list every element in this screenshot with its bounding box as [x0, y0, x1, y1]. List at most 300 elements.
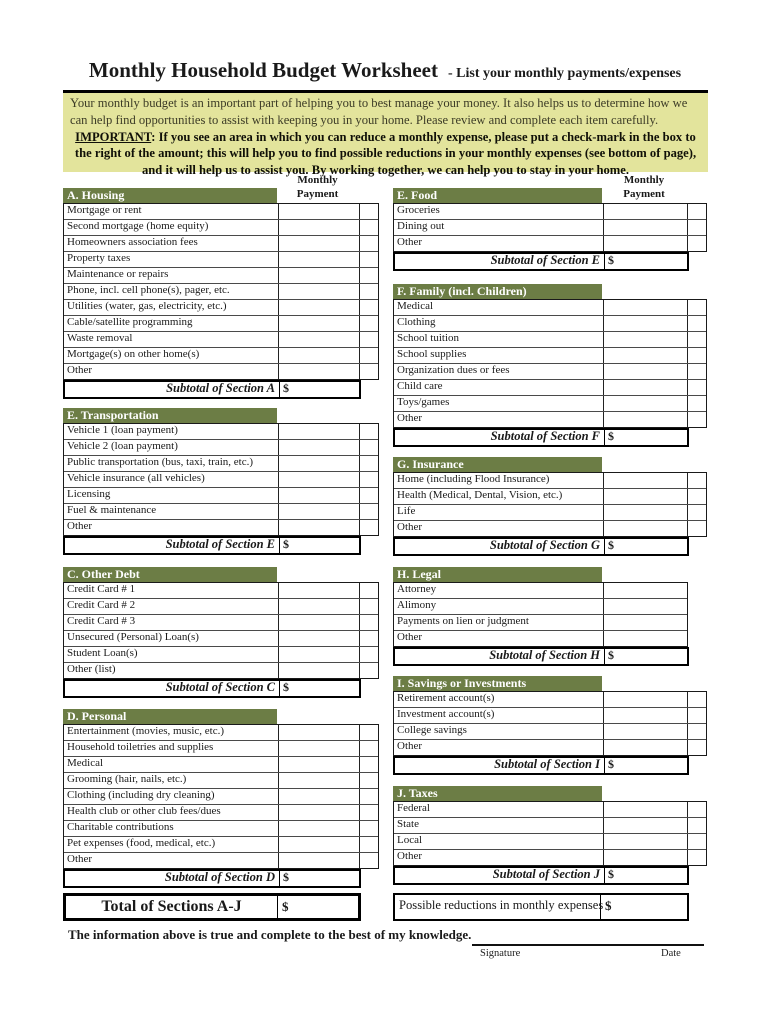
amount-field[interactable] [603, 348, 687, 363]
row-label: Organization dues or fees [397, 364, 510, 376]
row-label: Credit Card # 1 [67, 583, 136, 595]
reduction-checkbox[interactable] [359, 663, 378, 678]
section-rows [393, 801, 707, 866]
section-rows [393, 691, 707, 756]
expense-row [394, 505, 706, 521]
expense-row [64, 757, 378, 773]
expense-row [64, 583, 378, 599]
reduction-checkbox[interactable] [359, 504, 378, 519]
amount-field[interactable] [278, 757, 359, 772]
row-label: Alimony [397, 599, 437, 611]
expense-row [64, 236, 378, 252]
section-d-personal [63, 709, 379, 888]
section-rows [63, 423, 379, 536]
reduction-checkbox[interactable] [359, 821, 378, 836]
row-label: Other [397, 236, 423, 248]
reduction-checkbox[interactable] [687, 236, 706, 251]
expense-row [394, 740, 706, 755]
reduction-checkbox[interactable] [687, 505, 706, 520]
row-label: Other [67, 364, 93, 376]
row-label: State [397, 818, 419, 830]
amount-field[interactable] [278, 789, 359, 804]
expense-row [64, 488, 378, 504]
currency-symbol: $ [282, 899, 289, 914]
expense-row [394, 348, 706, 364]
amount-field[interactable] [603, 631, 687, 646]
reduction-checkbox[interactable] [687, 740, 706, 755]
reduction-checkbox[interactable] [359, 805, 378, 820]
row-label: Dining out [397, 220, 445, 232]
expense-row [394, 834, 706, 850]
reduction-checkbox[interactable] [687, 692, 706, 707]
reduction-checkbox[interactable] [687, 473, 706, 488]
reduction-checkbox[interactable] [687, 220, 706, 235]
row-label: Other [397, 412, 423, 424]
expense-row [64, 789, 378, 805]
section-rows [63, 724, 379, 869]
reduction-checkbox[interactable] [359, 472, 378, 487]
reduction-checkbox[interactable] [359, 615, 378, 630]
reduction-checkbox[interactable] [687, 316, 706, 331]
expense-row [64, 364, 378, 379]
amount-field[interactable] [603, 473, 687, 488]
subtotal-row [393, 428, 689, 447]
reduction-checkbox[interactable] [359, 599, 378, 614]
expense-row [394, 300, 706, 316]
row-label: Fuel & maintenance [67, 504, 157, 516]
amount-field[interactable] [278, 741, 359, 756]
amount-field[interactable] [278, 204, 359, 219]
amount-field[interactable] [603, 692, 687, 707]
subtotal-label: Subtotal of Section G [489, 538, 600, 552]
amount-field[interactable] [278, 252, 359, 267]
row-label: School supplies [397, 348, 467, 360]
amount-field[interactable] [278, 599, 359, 614]
row-label: Vehicle 1 (loan payment) [67, 424, 178, 436]
row-label: Student Loan(s) [67, 647, 138, 659]
page-title [0, 58, 770, 83]
amount-field[interactable] [278, 364, 359, 379]
subtotal-label: Subtotal of Section J [492, 867, 600, 881]
row-label: Child care [397, 380, 443, 392]
amount-field[interactable] [278, 348, 359, 363]
reduction-checkbox[interactable] [687, 204, 706, 219]
expense-row [394, 236, 706, 251]
subtotal-row [393, 866, 689, 885]
amount-field[interactable] [603, 505, 687, 520]
section-g-insurance [393, 457, 707, 556]
amount-field[interactable] [278, 220, 359, 235]
reduction-checkbox[interactable] [359, 300, 378, 315]
subtotal-amount-field[interactable] [279, 382, 359, 397]
amount-field[interactable] [603, 583, 687, 598]
reduction-checkbox[interactable] [359, 837, 378, 852]
expense-row [394, 396, 706, 412]
subtotal-label: Subtotal of Section F [490, 429, 600, 443]
subtotal-amount-field[interactable] [279, 538, 359, 553]
intro-important-paragraph [70, 129, 701, 178]
expense-row [64, 615, 378, 631]
section-rows [393, 203, 707, 252]
monthly-label: Monthly [623, 174, 665, 186]
expense-row [394, 473, 706, 489]
row-label: Medical [67, 757, 104, 769]
total-sections-label: Total of Sections A-J [66, 896, 278, 918]
row-label: Home (including Flood Insurance) [397, 473, 550, 485]
row-label: Homeowners association fees [67, 236, 198, 248]
reduction-checkbox[interactable] [359, 332, 378, 347]
amount-field[interactable] [278, 631, 359, 646]
amount-field[interactable] [603, 521, 687, 536]
amount-field[interactable] [603, 834, 687, 849]
expense-row [64, 284, 378, 300]
amount-field[interactable] [603, 380, 687, 395]
amount-field[interactable] [603, 615, 687, 630]
signature-label: Signature [480, 948, 521, 959]
section-title: E. Food [393, 188, 602, 203]
amount-field[interactable] [278, 805, 359, 820]
row-label: Other [397, 631, 423, 643]
reduction-checkbox[interactable] [359, 773, 378, 788]
amount-field[interactable] [603, 364, 687, 379]
subtotal-amount-field[interactable] [279, 871, 359, 886]
important-text: : If you see an area in which you can reduce a monthly expense, please put a check-mark in the box to the right of the amount; this will help you to find possible reductions in your monthly expenses (see bottom of page), and it will help us to assist you. By working together, we can help you to stay in your home. [74, 130, 697, 177]
subtotal-amount-field[interactable] [604, 430, 687, 445]
expense-row [64, 725, 378, 741]
subtotal-row [393, 252, 689, 271]
row-label: Medical [397, 300, 434, 312]
amount-field[interactable] [278, 773, 359, 788]
reduction-checkbox[interactable] [687, 380, 706, 395]
amount-field[interactable] [603, 489, 687, 504]
section-title: F. Family (incl. Children) [393, 284, 602, 299]
subtotal-label: Subtotal of Section E [490, 253, 600, 267]
amount-field[interactable] [278, 456, 359, 471]
section-rows [63, 582, 379, 679]
subtotal-label: Subtotal of Section H [489, 648, 600, 662]
row-label: College savings [397, 724, 467, 736]
section-title: A. Housing [63, 188, 277, 203]
reduction-checkbox[interactable] [359, 456, 378, 471]
expense-row [394, 204, 706, 220]
amount-field[interactable] [603, 332, 687, 347]
row-label: Life [397, 505, 416, 517]
reduction-checkbox[interactable] [687, 396, 706, 411]
reduction-checkbox[interactable] [687, 724, 706, 739]
expense-row [394, 521, 706, 536]
subtotal-label: Subtotal of Section D [164, 870, 275, 884]
expense-row [394, 850, 706, 865]
section-title: I. Savings or Investments [393, 676, 602, 691]
payment-label: Payment [296, 187, 339, 200]
expense-row [394, 599, 687, 615]
subtotal-label: Subtotal of Section C [165, 680, 275, 694]
reduction-checkbox[interactable] [687, 300, 706, 315]
section-title: E. Transportation [63, 408, 277, 423]
reduction-checkbox[interactable] [687, 834, 706, 849]
intro-box [63, 90, 708, 177]
amount-field[interactable] [278, 268, 359, 283]
reduction-checkbox[interactable] [359, 631, 378, 646]
row-label: Household toiletries and supplies [67, 741, 214, 753]
row-label: Clothing (including dry cleaning) [67, 789, 215, 801]
subtotal-row [393, 647, 689, 666]
expense-row [64, 300, 378, 316]
section-i-savings-or-investments [393, 676, 707, 775]
reduction-checkbox[interactable] [687, 818, 706, 833]
subtotal-row [393, 537, 689, 556]
row-label: Other [67, 853, 93, 865]
subtotal-row [63, 536, 361, 555]
subtotal-amount-field[interactable] [604, 868, 687, 883]
reduction-checkbox[interactable] [359, 757, 378, 772]
amount-field[interactable] [603, 599, 687, 614]
expense-row [64, 520, 378, 535]
reduction-checkbox[interactable] [359, 725, 378, 740]
reduction-checkbox[interactable] [359, 252, 378, 267]
amount-field[interactable] [278, 488, 359, 503]
reduction-checkbox[interactable] [359, 440, 378, 455]
amount-field[interactable] [603, 724, 687, 739]
reduction-checkbox[interactable] [687, 364, 706, 379]
row-label: Vehicle 2 (loan payment) [67, 440, 178, 452]
section-rows [63, 203, 379, 380]
amount-field[interactable] [603, 818, 687, 833]
subtotal-amount-field[interactable] [604, 539, 687, 554]
expense-row [64, 348, 378, 364]
subtotal-amount-field[interactable] [604, 758, 687, 773]
page-title-main: Monthly Household Budget Worksheet [88, 58, 438, 82]
expense-row [394, 332, 706, 348]
amount-field[interactable] [278, 520, 359, 535]
row-label: Credit Card # 2 [67, 599, 136, 611]
amount-field[interactable] [603, 412, 687, 427]
reduction-checkbox[interactable] [687, 802, 706, 817]
subtotal-amount-field[interactable] [604, 649, 687, 664]
reduction-checkbox[interactable] [687, 521, 706, 536]
expense-row [394, 412, 706, 427]
currency-symbol: $ [608, 648, 614, 662]
expense-row [394, 818, 706, 834]
amount-field[interactable] [278, 725, 359, 740]
currency-symbol: $ [608, 867, 614, 881]
subtotal-amount-field[interactable] [279, 681, 359, 696]
row-label: Second mortgage (home equity) [67, 220, 209, 232]
reduction-checkbox[interactable] [359, 424, 378, 439]
reductions-amount-field[interactable] [601, 895, 687, 919]
section-title: J. Taxes [393, 786, 602, 801]
reduction-checkbox[interactable] [359, 364, 378, 379]
expense-row [394, 316, 706, 332]
amount-field[interactable] [278, 440, 359, 455]
expense-row [64, 821, 378, 837]
expense-row [394, 615, 687, 631]
section-e-food [393, 188, 707, 271]
row-label: Investment account(s) [397, 708, 495, 720]
amount-field[interactable] [278, 472, 359, 487]
reduction-checkbox[interactable] [359, 236, 378, 251]
amount-field[interactable] [278, 236, 359, 251]
amount-field[interactable] [278, 853, 359, 868]
row-label: Other [397, 850, 423, 862]
subtotal-row [393, 756, 689, 775]
section-c-other-debt [63, 567, 379, 698]
row-label: Utilities (water, gas, electricity, etc.) [67, 300, 227, 312]
row-label: School tuition [397, 332, 460, 344]
subtotal-row [63, 380, 361, 399]
subtotal-row [63, 679, 361, 698]
currency-symbol: $ [283, 870, 289, 884]
reduction-checkbox[interactable] [359, 647, 378, 662]
row-label: Payments on lien or judgment [397, 615, 529, 627]
expense-row [64, 663, 378, 678]
reduction-checkbox[interactable] [359, 284, 378, 299]
row-label: Pet expenses (food, medical, etc.) [67, 837, 216, 849]
reduction-checkbox[interactable] [359, 853, 378, 868]
amount-field[interactable] [278, 837, 359, 852]
row-label: Phone, incl. cell phone(s), pager, etc. [67, 284, 230, 296]
reduction-checkbox[interactable] [359, 220, 378, 235]
amount-field[interactable] [278, 284, 359, 299]
important-label: IMPORTANT [75, 130, 152, 144]
section-rows [393, 582, 688, 647]
expense-row [64, 631, 378, 647]
amount-field[interactable] [278, 647, 359, 662]
affirmation-text: The information above is true and complete to the best of my knowledge. [68, 927, 472, 942]
amount-field[interactable] [603, 300, 687, 315]
possible-reductions-label: Possible reductions in monthly expenses [395, 895, 601, 919]
amount-field[interactable] [603, 708, 687, 723]
reduction-checkbox[interactable] [359, 348, 378, 363]
row-label: Vehicle insurance (all vehicles) [67, 472, 205, 484]
payment-label: Payment [623, 187, 665, 200]
monthly-label: Monthly [297, 174, 338, 186]
reduction-checkbox[interactable] [359, 204, 378, 219]
subtotal-amount-field[interactable] [604, 254, 687, 269]
currency-symbol: $ [283, 381, 289, 395]
section-title: C. Other Debt [63, 567, 277, 582]
subtotal-row [63, 869, 361, 888]
subtotal-label: Subtotal of Section I [494, 757, 600, 771]
section-rows [393, 472, 707, 537]
row-label: Cable/satellite programming [67, 316, 193, 328]
amount-field[interactable] [603, 802, 687, 817]
expense-row [394, 724, 706, 740]
amount-field[interactable] [603, 850, 687, 865]
expense-row [64, 837, 378, 853]
amount-field[interactable] [278, 332, 359, 347]
signature-line[interactable] [472, 944, 704, 946]
expense-row [64, 268, 378, 284]
row-label: Waste removal [67, 332, 133, 344]
amount-field[interactable] [603, 740, 687, 755]
expense-row [64, 504, 378, 520]
reduction-checkbox[interactable] [687, 489, 706, 504]
amount-field[interactable] [278, 821, 359, 836]
row-label: Unsecured (Personal) Loan(s) [67, 631, 199, 643]
expense-row [64, 204, 378, 220]
row-label: Groceries [397, 204, 440, 216]
reduction-checkbox[interactable] [687, 332, 706, 347]
expense-row [394, 220, 706, 236]
section-h-legal [393, 567, 689, 666]
page-title-tagline: - List your monthly payments/expenses [448, 66, 682, 81]
row-label: Other [397, 521, 423, 533]
reduction-checkbox[interactable] [359, 316, 378, 331]
expense-row [394, 583, 687, 599]
amount-field[interactable] [278, 504, 359, 519]
subtotal-label: Subtotal of Section A [166, 381, 275, 395]
expense-row [64, 773, 378, 789]
reduction-checkbox[interactable] [359, 488, 378, 503]
amount-field[interactable] [603, 204, 687, 219]
row-label: Clothing [397, 316, 436, 328]
expense-row [64, 316, 378, 332]
section-e-transportation [63, 408, 379, 555]
row-label: Federal [397, 802, 430, 814]
reduction-checkbox[interactable] [359, 741, 378, 756]
amount-field[interactable] [603, 220, 687, 235]
section-a-housing [63, 188, 379, 399]
amount-field[interactable] [603, 316, 687, 331]
expense-row [64, 252, 378, 268]
row-label: Charitable contributions [67, 821, 174, 833]
reduction-checkbox[interactable] [687, 412, 706, 427]
reduction-checkbox[interactable] [687, 348, 706, 363]
row-label: Credit Card # 3 [67, 615, 136, 627]
row-label: Health (Medical, Dental, Vision, etc.) [397, 489, 563, 501]
subtotal-label: Subtotal of Section E [165, 537, 275, 551]
section-title: H. Legal [393, 567, 602, 582]
reduction-checkbox[interactable] [359, 268, 378, 283]
section-rows [393, 299, 707, 428]
expense-row [64, 853, 378, 868]
reduction-checkbox[interactable] [687, 850, 706, 865]
amount-field[interactable] [603, 396, 687, 411]
reduction-checkbox[interactable] [359, 583, 378, 598]
amount-field[interactable] [278, 424, 359, 439]
row-label: Licensing [67, 488, 111, 500]
expense-row [394, 489, 706, 505]
row-label: Local [397, 834, 423, 846]
amount-field[interactable] [278, 615, 359, 630]
reduction-checkbox[interactable] [687, 708, 706, 723]
total-sections-box [63, 893, 361, 921]
expense-row [64, 456, 378, 472]
expense-row [64, 647, 378, 663]
row-label: Maintenance or repairs [67, 268, 169, 280]
row-label: Mortgage or rent [67, 204, 142, 216]
row-label: Other (list) [67, 663, 116, 675]
row-label: Public transportation (bus, taxi, train, etc.) [67, 456, 254, 468]
amount-field[interactable] [278, 300, 359, 315]
currency-symbol: $ [605, 898, 612, 913]
reduction-checkbox[interactable] [359, 520, 378, 535]
section-title: D. Personal [63, 709, 277, 724]
amount-field[interactable] [278, 583, 359, 598]
total-amount-field[interactable] [278, 896, 358, 918]
amount-field[interactable] [278, 663, 359, 678]
row-label: Attorney [397, 583, 437, 595]
reduction-checkbox[interactable] [359, 789, 378, 804]
row-label: Property taxes [67, 252, 131, 264]
expense-row [394, 708, 706, 724]
amount-field[interactable] [603, 236, 687, 251]
section-j-taxes [393, 786, 707, 885]
expense-row [394, 631, 687, 646]
amount-field[interactable] [278, 316, 359, 331]
section-title: G. Insurance [393, 457, 602, 472]
